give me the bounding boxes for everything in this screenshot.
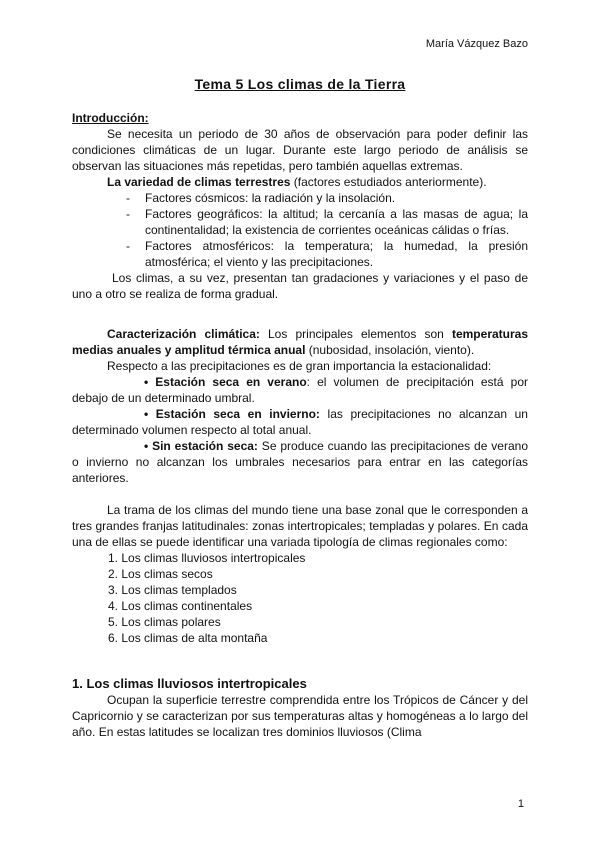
dash-marker: - xyxy=(126,239,130,253)
climas-gradual-paragraph: Los climas, a su vez, presentan tan gradaciones y variaciones y el paso de uno a otro se realiza de forma gradual. xyxy=(72,271,528,301)
list-item xyxy=(126,206,528,238)
climas-list xyxy=(72,550,528,646)
sin-estacion-seca xyxy=(72,438,528,486)
list-item xyxy=(126,190,528,206)
document-body xyxy=(72,110,528,740)
list-item: 2. Los climas secos xyxy=(108,567,213,581)
item-text: las precipitaciones no alcanzan un determinado volumen respecto al total anual. xyxy=(72,407,528,437)
list-item: 5. Los climas polares xyxy=(108,615,221,629)
dash-marker: - xyxy=(126,191,130,205)
page-title: Tema 5 Los climas de la Tierra xyxy=(194,76,406,92)
caracterizacion-label: Caracterización climática: xyxy=(107,327,260,341)
page-number: 1 xyxy=(517,798,524,810)
list-item: 6. Los climas de alta montaña xyxy=(108,631,268,645)
intro-heading: Introducción: xyxy=(72,111,149,125)
item-text: : el volumen de precipitación está por debajo de un determinado umbral. xyxy=(72,375,529,405)
item-label: • Estación seca en verano xyxy=(144,375,307,389)
list-item-text: Factores atmosféricos: la temperatura; la humedad, la presión atmosférica; el viento y las precipitaciones. xyxy=(145,239,528,269)
section-heading: 1. Los climas lluviosos intertropicales xyxy=(72,676,307,691)
variedad-line xyxy=(72,174,528,190)
list-item-text: Factores geográficos: la altitud; la cercanía a las masas de agua; la continentalidad; la existencia de corrientes oceánicas cálidas o frías. xyxy=(145,207,528,237)
estacion-verano xyxy=(72,374,528,406)
caracterizacion-elements: temperaturas medias anuales y amplitud térmica anual xyxy=(72,327,528,357)
list-item xyxy=(126,238,528,270)
list-item: 1. Los climas lluviosos intertropicales xyxy=(108,551,306,565)
caracterizacion-text-2: (nubosidad, insolación, viento). xyxy=(305,343,475,357)
author-name: María Vázquez Bazo xyxy=(425,38,528,50)
item-text: Se produce cuando las precipitaciones de verano o invierno no alcanzan los umbrales necesarios para entrar en las categorías anteriores. xyxy=(72,439,528,485)
caracterizacion-paragraph xyxy=(72,326,528,358)
variedad-rest: (factores estudiados anteriormente). xyxy=(290,175,487,189)
section-paragraph: Ocupan la superficie terrestre comprendida entre los Trópicos de Cáncer y del Capricornio y se caracterizan por sus temperaturas altas y homogéneas a lo largo del año. En estas latitudes se localizan tres dominios lluviosos (Clima xyxy=(72,693,528,739)
list-item: 4. Los climas continentales xyxy=(108,599,253,613)
list-item-text: Factores cósmicos: la radiación y la insolación. xyxy=(145,191,396,205)
precipitaciones-paragraph: Respecto a las precipitaciones es de gran importancia la estacionalidad: xyxy=(107,359,492,373)
factores-list xyxy=(72,190,528,270)
trama-paragraph: La trama de los climas del mundo tiene una base zonal que le corresponden a tres grandes franjas latitudinales: zonas intertropicales; templadas y polares. En cada una de ellas se puede identificar una variada tipología de climas regionales como: xyxy=(72,503,528,549)
variedad-bold: La variedad de climas terrestres xyxy=(107,175,291,189)
intro-paragraph: Se necesita un periodo de 30 años de observación para poder definir las condiciones climáticas de un lugar. Durante este largo periodo de análisis se observan las situaciones más repetidas, pero también aquellas extremas. xyxy=(72,127,528,173)
dash-marker: - xyxy=(126,207,130,221)
item-label: • Estación seca en invierno: xyxy=(144,407,320,421)
list-item: 3. Los climas templados xyxy=(108,583,237,597)
item-label: • Sin estación seca: xyxy=(144,439,258,453)
estacion-invierno xyxy=(72,406,528,438)
caracterizacion-text: Los principales elementos son xyxy=(259,327,452,341)
